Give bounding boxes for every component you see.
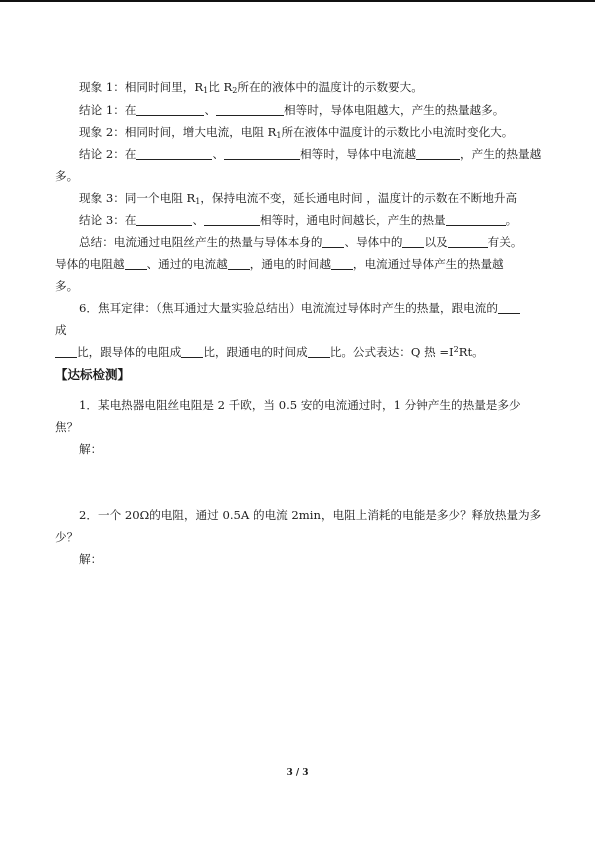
phenomenon-3: 现象 3：同一个电阻 $R_1$，保持电流不变，延长通电时间 ，温度计的示数在不断地升高 <box>79 191 518 206</box>
blank[interactable] <box>181 345 203 358</box>
conclusion-3: 结论 3：在 、 相等时，通电时间越长，产生的热量 。 <box>79 213 518 227</box>
question-1-cont: 焦？ <box>55 420 79 434</box>
blank[interactable] <box>136 103 204 116</box>
question-2-solution-label: 解： <box>79 552 103 566</box>
blank[interactable] <box>416 147 460 160</box>
phenomenon-1: 现象 1：相同时间里，$R_1$比 $R_2$所在的液体中的温度计的示数要大。 <box>79 80 423 95</box>
blank[interactable] <box>228 257 250 270</box>
blank[interactable] <box>125 257 147 270</box>
blank[interactable] <box>136 213 192 226</box>
blank[interactable] <box>216 103 284 116</box>
blank[interactable] <box>204 213 260 226</box>
conclusion-1: 结论 1：在 、 相等时，导体电阻越大，产生的热量越多。 <box>79 103 505 117</box>
blank[interactable] <box>322 235 344 248</box>
question-2: 2．一个 20Ω的电阻，通过 0.5A 的电流 2min，电阻上消耗的电能是多少？释放热量为多 <box>79 508 542 522</box>
summary-end: 多。 <box>55 279 79 293</box>
joule-law: 6．焦耳定律：（焦耳通过大量实验总结出）电流流过导体时产生的热量，跟电流的 <box>79 300 520 316</box>
blank[interactable] <box>224 147 300 160</box>
summary: 总结：电流通过电阻丝产生的热量与导体本身的 、导体中的 以及 有关。 <box>79 235 523 249</box>
blank[interactable] <box>308 345 330 358</box>
joule-law-formula: 比，跟导体的电阻成 比，跟通电的时间成 比。公式表达：Q 热 $=I^2Rt$。 <box>55 344 484 360</box>
summary-cont: 导体的电阻越 、通过的电流越 ，通电的时间越 ，电流通过导体产生的热量越 <box>55 257 504 271</box>
blank[interactable] <box>136 147 212 160</box>
header-rule <box>0 0 595 2</box>
question-1-solution-label: 解： <box>79 442 103 456</box>
joule-law-cont: 成 <box>55 323 67 337</box>
blank[interactable] <box>402 235 424 248</box>
blank[interactable] <box>446 213 506 226</box>
section-heading: 【达标检测】 <box>55 367 131 382</box>
conclusion-2: 结论 2：在 、 相等时，导体中电流越 ，产生的热量越 <box>79 147 542 161</box>
page-number: 3 / 3 <box>286 768 309 778</box>
conclusion-2-cont: 多。 <box>55 169 79 183</box>
blank[interactable] <box>331 257 353 270</box>
blank[interactable] <box>55 345 77 358</box>
question-1: 1．某电热器电阻丝电阻是 2 千欧，当 0.5 安的电流通过时，1 分钟产生的热量是多少 <box>79 398 521 412</box>
phenomenon-2: 现象 2：相同时间，增大电流，电阻 $R_1$所在液体中温度计的示数比小电流时变化大。 <box>79 125 514 140</box>
blank[interactable] <box>448 235 488 248</box>
blank[interactable] <box>498 301 520 314</box>
question-2-cont: 少？ <box>55 530 79 544</box>
